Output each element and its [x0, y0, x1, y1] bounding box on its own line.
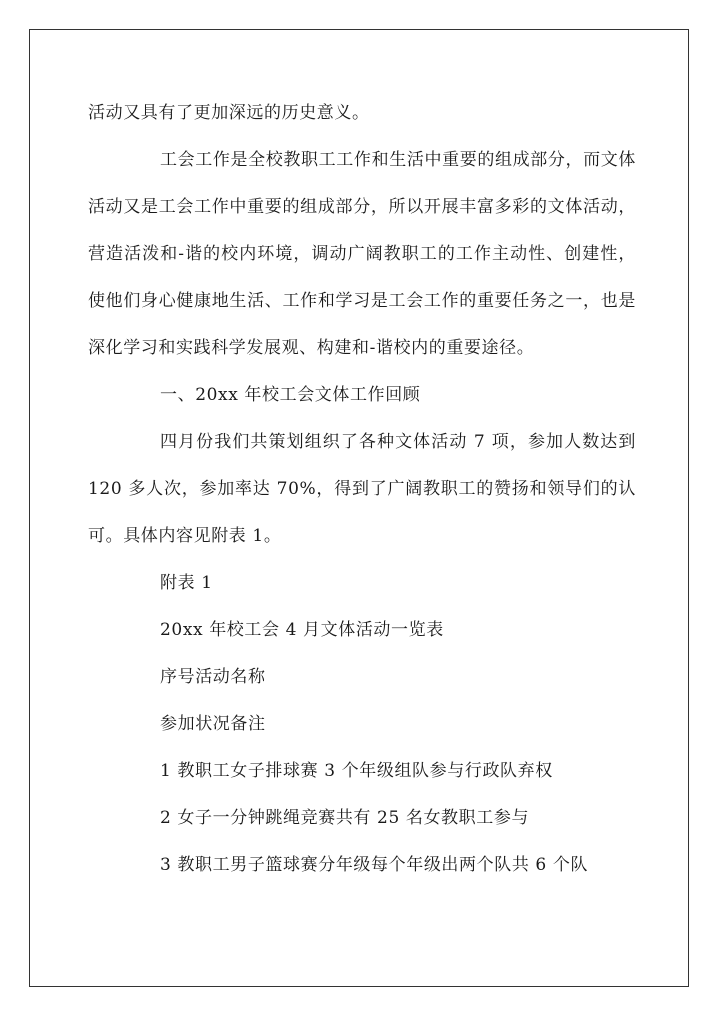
table-header-1: 序号活动名称 [160, 667, 266, 687]
table-row: 2 女子一分钟跳绳竞赛共有 25 名女教职工参与 [160, 808, 530, 828]
document-body [88, 90, 636, 889]
table-row: 3 教职工男子篮球赛分年级每个年级出两个队共 6 个队 [160, 855, 589, 875]
section-heading: 一、20xx 年校工会文体工作回顾 [160, 385, 421, 405]
paragraph-union-work: 工会工作是全校教职工工作和生活中重要的组成部分，而文体活动又是工会工作中重要的组成部分，所以开展丰富多彩的文体活动，营造活泼和-谐的校内环境，调动广阔教职工的工作主动性、创建性，使他们身心健康地生活、工作和学习是工会工作的重要任务之一，也是深化学习和实践科学发展观、构建和-谐校内的重要途径。 [88, 150, 636, 358]
table-row: 1 教职工女子排球赛 3 个年级组队参与行政队弃权 [160, 761, 553, 781]
appendix-label: 附表 1 [160, 573, 213, 593]
appendix-title: 20xx 年校工会 4 月文体活动一览表 [160, 620, 444, 640]
table-header-2: 参加状况备注 [160, 714, 266, 734]
paragraph-april-activities: 四月份我们共策划组织了各种文体活动 7 项，参加人数达到 120 多人次，参加率达 70%，得到了广阔教职工的赞扬和领导们的认可。具体内容见附表 1。 [88, 432, 636, 546]
paragraph-continuation: 活动又具有了更加深远的历史意义。 [88, 103, 370, 123]
